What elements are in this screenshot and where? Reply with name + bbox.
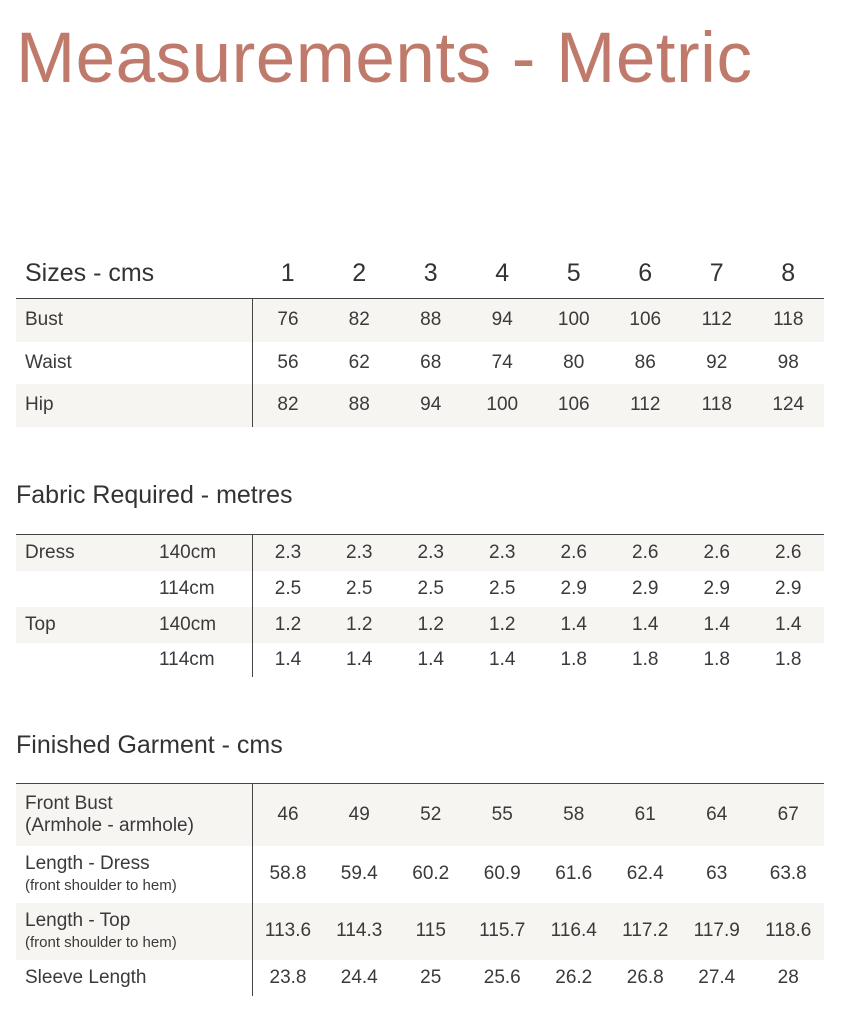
table-cell: 2.5: [274, 577, 302, 599]
row-label-main: Length - Dress: [25, 853, 150, 874]
table-cell: 82: [252, 384, 324, 427]
table-cell: 113.6: [252, 903, 324, 960]
table-cell: 1.4: [346, 648, 373, 670]
table-cell: 116.4: [538, 903, 610, 960]
row-label-note: (front shoulder to hem): [25, 934, 177, 951]
table-cell: 46: [252, 784, 324, 846]
row-label-main: Front Bust: [25, 792, 113, 814]
table-cell: 74: [491, 351, 513, 373]
table-row: [16, 384, 824, 427]
fabric-width: 114cm: [159, 643, 252, 677]
table-cell: 112: [681, 299, 753, 342]
table-row: [16, 846, 824, 903]
table-row: [16, 784, 824, 846]
table-cell: 23.8: [269, 966, 307, 988]
table-cell: 25.6: [483, 966, 521, 988]
table-cell: 55: [467, 784, 539, 846]
table-cell: 1.2: [324, 607, 396, 643]
table-cell: 2.6: [753, 535, 825, 571]
table-cell: 118: [753, 299, 825, 342]
row-label: [16, 643, 159, 677]
table-row: [16, 342, 824, 384]
table-cell: 100: [538, 299, 610, 342]
table-cell: 92: [706, 351, 728, 373]
table-cell: 82: [324, 299, 396, 342]
table-cell: 1.4: [538, 607, 610, 643]
table-cell: 114.3: [324, 903, 396, 960]
table-cell: 68: [420, 351, 442, 373]
table-cell: 106: [538, 384, 610, 427]
table-cell: 59.4: [340, 863, 378, 884]
table-cell: 88: [395, 299, 467, 342]
table-cell: 24.4: [340, 966, 378, 988]
size-column-header: 7: [709, 258, 724, 287]
size-column-header: 8: [781, 258, 796, 287]
table-cell: 1.4: [753, 607, 825, 643]
fabric-width: 140cm: [159, 535, 252, 571]
table-cell: 2.6: [538, 535, 610, 571]
table-cell: 115.7: [467, 903, 539, 960]
table-cell: 67: [753, 784, 825, 846]
table-cell: 86: [634, 351, 656, 373]
table-row: [16, 903, 824, 960]
table-cell: 2.9: [632, 577, 659, 599]
table-cell: 25: [420, 966, 442, 988]
row-label: Top: [16, 607, 159, 643]
size-column-header: 5: [566, 258, 581, 287]
garment-table: [16, 783, 824, 996]
table-cell: 2.6: [681, 535, 753, 571]
table-cell: 80: [563, 351, 585, 373]
table-cell: 2.5: [417, 577, 444, 599]
table-cell: 2.5: [346, 577, 373, 599]
row-label-note: (Armhole - armhole): [25, 814, 194, 836]
table-cell: 26.2: [555, 966, 593, 988]
size-column-header: 3: [423, 258, 438, 287]
table-cell: 58: [538, 784, 610, 846]
row-label-main: Sleeve Length: [25, 966, 147, 988]
table-cell: 61.6: [555, 863, 593, 884]
table-cell: 2.3: [324, 535, 396, 571]
table-cell: 1.8: [560, 648, 587, 670]
row-label: Waist: [16, 342, 252, 384]
table-row: [16, 960, 824, 996]
table-cell: 124: [753, 384, 825, 427]
table-cell: 63.8: [769, 863, 807, 884]
table-cell: 60.2: [412, 863, 450, 884]
row-label: Dress: [16, 535, 159, 571]
table-cell: 1.2: [252, 607, 324, 643]
table-cell: 76: [252, 299, 324, 342]
table-cell: 64: [681, 784, 753, 846]
row-label-main: Length - Top: [25, 910, 131, 931]
table-cell: 94: [395, 384, 467, 427]
table-cell: 62.4: [626, 863, 664, 884]
table-cell: 26.8: [626, 966, 664, 988]
size-column-header: 2: [352, 258, 367, 287]
table-cell: 27.4: [698, 966, 736, 988]
fabric-width: 140cm: [159, 607, 252, 643]
table-cell: 61: [610, 784, 682, 846]
table-cell: 2.9: [775, 577, 802, 599]
table-row: [16, 607, 824, 643]
sizes-header: [16, 248, 824, 298]
table-cell: 1.2: [395, 607, 467, 643]
table-row: [16, 299, 824, 342]
table-cell: 1.8: [632, 648, 659, 670]
row-label-note: (front shoulder to hem): [25, 877, 177, 894]
table-cell: 118.6: [753, 903, 825, 960]
table-cell: 28: [777, 966, 799, 988]
row-label: [16, 784, 252, 846]
table-cell: 2.3: [252, 535, 324, 571]
row-label: [16, 846, 252, 903]
row-label: [16, 960, 252, 996]
table-cell: 1.4: [274, 648, 302, 670]
table-cell: 115: [395, 903, 467, 960]
table-cell: 1.8: [775, 648, 802, 670]
table-cell: 2.6: [610, 535, 682, 571]
row-label: Bust: [16, 299, 252, 342]
table-cell: 1.4: [681, 607, 753, 643]
table-cell: 2.9: [560, 577, 587, 599]
table-cell: 52: [395, 784, 467, 846]
sizes-header-label: Sizes - cms: [25, 258, 155, 287]
table-cell: 117.2: [610, 903, 682, 960]
size-column-header: 6: [638, 258, 653, 287]
table-cell: 112: [610, 384, 682, 427]
table-cell: 1.4: [417, 648, 444, 670]
table-cell: 88: [324, 384, 396, 427]
table-cell: 2.9: [703, 577, 730, 599]
fabric-table: [16, 534, 824, 677]
row-label: [16, 571, 159, 607]
table-cell: 1.2: [467, 607, 539, 643]
table-cell: 106: [610, 299, 682, 342]
table-cell: 62: [348, 351, 370, 373]
table-row: [16, 535, 824, 571]
table-cell: 1.4: [489, 648, 516, 670]
table-cell: 94: [467, 299, 539, 342]
fabric-section-title: Fabric Required - metres: [16, 481, 293, 509]
table-cell: 49: [324, 784, 396, 846]
table-cell: 56: [277, 351, 299, 373]
table-cell: 58.8: [269, 863, 307, 884]
row-label: [16, 903, 252, 960]
size-column-header: 1: [280, 258, 295, 287]
table-cell: 117.9: [681, 903, 753, 960]
table-cell: 63: [706, 863, 728, 884]
table-row: [16, 571, 824, 607]
table-row: [16, 643, 824, 677]
table-cell: 118: [681, 384, 753, 427]
table-cell: 2.3: [467, 535, 539, 571]
table-cell: 98: [777, 351, 799, 373]
table-cell: 1.4: [610, 607, 682, 643]
page-title: Measurements - Metric: [16, 19, 753, 98]
table-cell: 100: [467, 384, 539, 427]
table-cell: 1.8: [703, 648, 730, 670]
row-label: Hip: [16, 384, 252, 427]
table-cell: 2.3: [395, 535, 467, 571]
sizes-table: [16, 298, 824, 427]
garment-section-title: Finished Garment - cms: [16, 731, 283, 759]
table-cell: 60.9: [483, 863, 521, 884]
table-cell: 2.5: [489, 577, 516, 599]
size-column-header: 4: [495, 258, 510, 287]
fabric-width: 114cm: [159, 571, 252, 607]
